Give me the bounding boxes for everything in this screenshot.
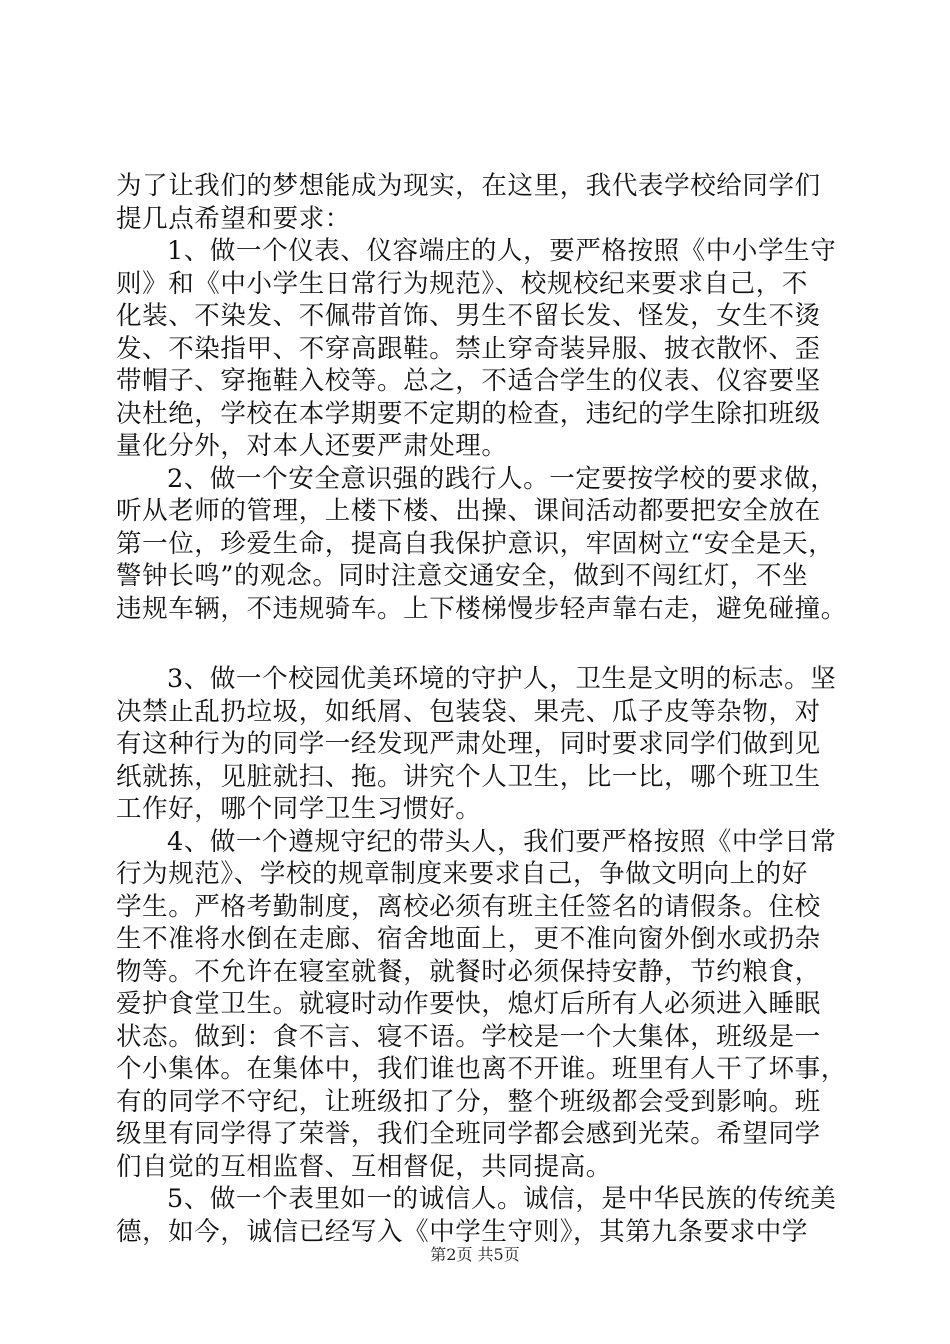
text-line: 有这种行为的同学一经发现严肃处理，同时要求同学们做到见 [116, 729, 821, 759]
text-line: 提几点希望和要求： [116, 204, 351, 234]
text-line: 级里有同学得了荣誉，我们全班同学都会感到光荣。希望同学 [116, 1119, 821, 1149]
text-line: 生不准将水倒在走廊、宿舍地面上，更不准向窗外倒水或扔杂 [116, 924, 821, 954]
text-line: 1、做一个仪表、仪容端庄的人，要严格按照《中小学生守 [167, 236, 837, 266]
text-line: 5、做一个表里如一的诚信人。诚信，是中华民族的传统美 [167, 1184, 837, 1214]
text-line: 为了让我们的梦想能成为现实，在这里，我代表学校给同学们 [116, 171, 821, 201]
text-line: 爱护食堂卫生。就寝时动作要快，熄灯后所有人必须进入睡眠 [116, 989, 821, 1019]
text-line: 警钟长鸣”的观念。同时注意交通安全，做到不闯红灯，不坐 [116, 561, 809, 591]
text-line: 个小集体。在集体中，我们谁也离不开谁。班里有人干了坏事， [116, 1054, 847, 1084]
text-line: 状态。做到：食不言、寝不语。学校是一个大集体，班级是一 [116, 1022, 821, 1052]
text-line: 违规车辆，不违规骑车。上下楼梯慢步轻声靠右走，避免碰撞。 [116, 594, 847, 624]
text-line: 听从老师的管理，上楼下楼、出操、课间活动都要把安全放在 [116, 496, 821, 526]
text-line: 带帽子、穿拖鞋入校等。总之，不适合学生的仪表、仪容要坚 [116, 366, 821, 396]
text-line: 物等。不允许在寝室就餐，就餐时必须保持安静，节约粮食， [116, 957, 821, 987]
text-line: 学生。严格考勤制度，离校必须有班主任签名的请假条。住校 [116, 892, 821, 922]
text-line: 德，如今，诚信已经写入《中学生守则》，其第九条要求中学 [116, 1217, 808, 1247]
text-line: 第一位，珍爱生命，提高自我保护意识，牢固树立“安全是天， [116, 529, 835, 559]
text-line: 4、做一个遵规守纪的带头人，我们要严格按照《中学日常 [167, 827, 837, 857]
text-line: 纸就拣，见脏就扫、拖。讲究个人卫生，比一比，哪个班卫生 [116, 762, 821, 792]
text-line: 3、做一个校园优美环境的守护人，卫生是文明的标志。坚 [167, 664, 837, 694]
text-line: 量化分外，对本人还要严肃处理。 [116, 431, 508, 461]
text-line: 行为规范》、学校的规章制度来要求自己，争做文明向上的好 [116, 859, 808, 889]
text-line: 化装、不染发、不佩带首饰、男生不留长发、怪发，女生不烫 [116, 301, 821, 331]
text-line: 决禁止乱扔垃圾，如纸屑、包装袋、果壳、瓜子皮等杂物，对 [116, 697, 821, 727]
text-line: 决杜绝，学校在本学期要不定期的检查，违纪的学生除扣班级 [116, 399, 821, 429]
page-footer: 第2页 共5页 [430, 1245, 520, 1264]
text-line: 发、不染指甲、不穿高跟鞋。禁止穿奇装异服、披衣散怀、歪 [116, 334, 821, 364]
text-line: 则》和《中小学生日常行为规范》、校规校纪来要求自己，不 [116, 269, 808, 299]
text-line: 工作好，哪个同学卫生习惯好。 [116, 794, 482, 824]
text-line: 2、做一个安全意识强的践行人。一定要按学校的要求做， [167, 464, 837, 494]
text-line: 们自觉的互相监督、互相督促，共同提高。 [116, 1152, 612, 1182]
text-line: 有的同学不守纪，让班级扣了分，整个班级都会受到影响。班 [116, 1087, 821, 1117]
